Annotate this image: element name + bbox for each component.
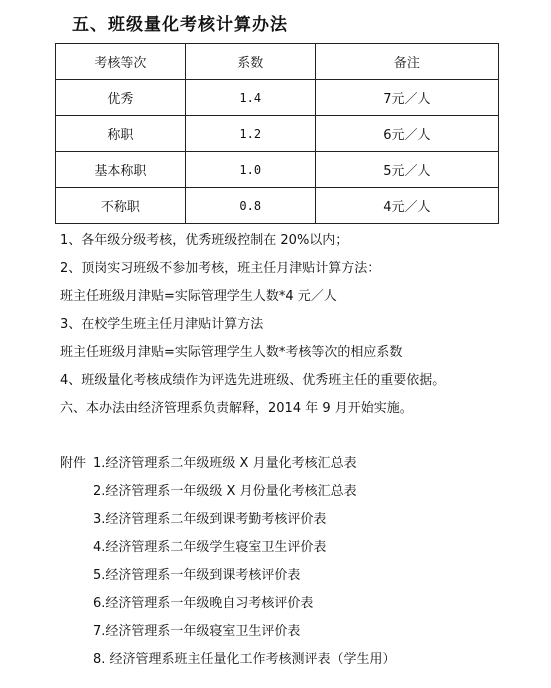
- paragraph-formula-1: 班主任班级月津贴=实际管理学生人数*4 元／人: [60, 289, 337, 304]
- column-header-grade: 考核等次: [56, 44, 186, 80]
- section-title: 五、班级量化考核计算办法: [72, 15, 288, 35]
- cell-grade: 基本称职: [56, 152, 186, 188]
- cell-remark: 7元／人: [315, 80, 498, 116]
- appendix-item: 8. 经济管理系班主任量化工作考核测评表（学生用）: [93, 652, 396, 667]
- appendix-label: 附件: [60, 456, 87, 471]
- paragraph-formula-2: 班主任班级月津贴=实际管理学生人数*考核等次的相应系数: [60, 345, 403, 360]
- cell-grade: 称职: [56, 116, 186, 152]
- table-row: [56, 188, 499, 224]
- column-header-remark: 备注: [315, 44, 498, 80]
- cell-remark: 4元／人: [315, 188, 498, 224]
- table-row: [56, 116, 499, 152]
- cell-coefficient: 0.8: [185, 188, 315, 224]
- coefficient-table: [55, 43, 499, 224]
- appendix-item: 3.经济管理系二年级到课考勤考核评价表: [93, 512, 327, 527]
- appendix-item: 1.经济管理系二年级班级 X 月量化考核汇总表: [93, 456, 357, 471]
- cell-coefficient: 1.4: [185, 80, 315, 116]
- cell-remark: 5元／人: [315, 152, 498, 188]
- cell-grade: 不称职: [56, 188, 186, 224]
- cell-coefficient: 1.0: [185, 152, 315, 188]
- paragraph-rule-3: 3、在校学生班主任月津贴计算方法: [60, 317, 264, 332]
- appendix-item: 6.经济管理系一年级晚自习考核评价表: [93, 596, 314, 611]
- column-header-coefficient: 系数: [185, 44, 315, 80]
- cell-coefficient: 1.2: [185, 116, 315, 152]
- paragraph-rule-2: 2、顶岗实习班级不参加考核，班主任月津贴计算方法：: [60, 261, 381, 276]
- table-row: [56, 152, 499, 188]
- paragraph-rule-4: 4、班级量化考核成绩作为评选先进班级、优秀班主任的重要依据。: [60, 373, 446, 388]
- cell-remark: 6元／人: [315, 116, 498, 152]
- appendix-item: 2.经济管理系一年级级 X 月份量化考核汇总表: [93, 484, 357, 499]
- table-row: [56, 80, 499, 116]
- appendix-item: 4.经济管理系二年级学生寝室卫生评价表: [93, 540, 327, 555]
- appendix-item: 7.经济管理系一年级寝室卫生评价表: [93, 624, 301, 639]
- cell-grade: 优秀: [56, 80, 186, 116]
- paragraph-section-six: 六、本办法由经济管理系负责解释，2014 年 9 月开始实施。: [60, 401, 413, 416]
- paragraph-rule-1: 1、各年级分级考核，优秀班级控制在 20%以内；: [60, 233, 349, 248]
- table-header-row: [56, 44, 499, 80]
- appendix-item: 5.经济管理系一年级到课考核评价表: [93, 568, 301, 583]
